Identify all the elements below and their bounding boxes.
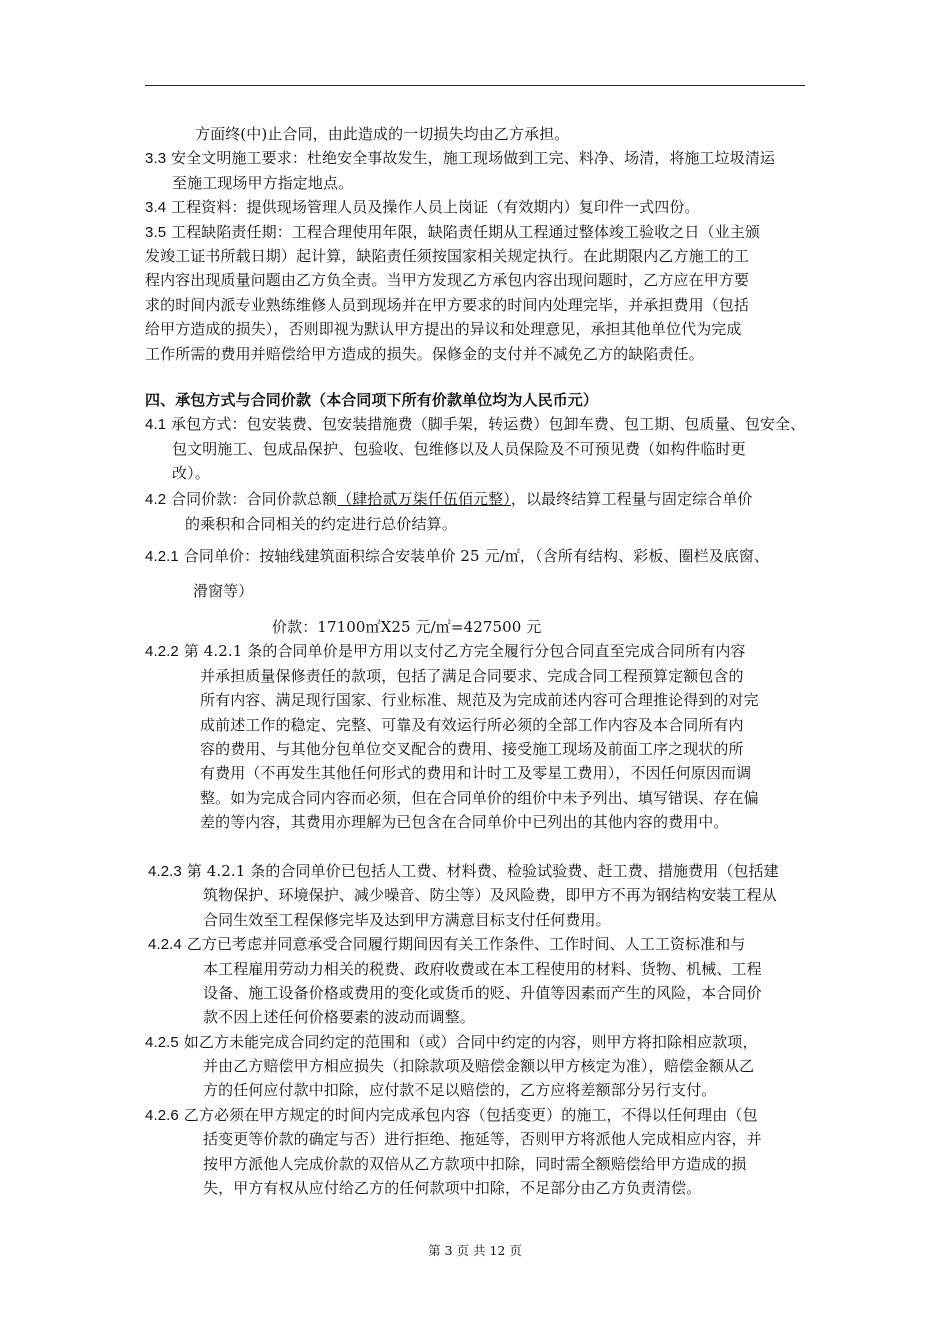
clause-4-2-2 <box>145 639 810 663</box>
clause-3-5 <box>145 220 810 244</box>
clause-number: 4.2.3 <box>148 862 182 880</box>
clause-number: 4.2.2 <box>145 643 179 661</box>
header-rule <box>145 85 805 86</box>
text-line: 本工程雇用劳动力相关的税费、政府收费或在本工程使用的材料、货物、机械、工程 <box>203 959 762 978</box>
text-line: 发竣工证书所载日期）起计算，缺陷责任须按国家相关规定执行。在此期限内乙方施工的工 <box>145 246 750 265</box>
text-line: 第 4.2.1 条的合同单价是甲方用以支付乙方完全履行分包合同直至完成合同所有内容 <box>178 642 746 661</box>
text-line: 的乘积和合同相关的约定进行总价结算。 <box>185 514 457 533</box>
clause-number: 3.3 <box>145 150 167 168</box>
text-line: 合同单价：按轴线建筑面积综合安装单价 25 元/㎡，（含所有结构、彩板、圈栏及底窗、 <box>178 547 770 566</box>
text-line: 款不因上述任何价格要素的波动而调整。 <box>203 1008 475 1027</box>
text-line: 并承担质量保修责任的款项，包括了满足合同要求、完成合同工程预算定额包含的 <box>200 666 744 685</box>
text-line: 乙方已考虑并同意承受合同履行期间因有关工作条件、工作时间、人工工资标准和与 <box>181 935 746 954</box>
document-body <box>145 122 810 1200</box>
clause-number: 3.4 <box>145 199 167 217</box>
clause-4-2-6 <box>145 1103 810 1127</box>
text-line: 承包方式：包安装费、包安装措施费（脚手架，转运费）包卸车费、包工期、包质量、包安全、 <box>166 415 806 434</box>
text-line: 工作所需的费用并赔偿给甲方造成的损失。保修金的支付并不减免乙方的缺陷责任。 <box>145 344 704 363</box>
text-line: 所有内容、满足现行国家、行业标准、规范及为完成前述内容可合理推论得到的对完 <box>200 691 759 710</box>
clause-4-2-5 <box>145 1030 810 1054</box>
price-calculation: 价款：17100㎡X25 元/㎡=427500 元 <box>272 618 542 637</box>
contract-total-amount: （肆拾贰万柒仟伍佰元整） <box>337 490 511 509</box>
clause-number: 4.2.5 <box>145 1033 179 1051</box>
text-line: 括变更等价款的确定与否）进行拒绝、拖延等，否则甲方将派他人完成相应内容，并 <box>203 1130 762 1149</box>
text-line: 按甲方派他人完成价款的双倍从乙方款项中扣除，同时需全额赔偿给甲方造成的损 <box>203 1154 747 1173</box>
text-line: 程内容出现质量问题由乙方负全责。当甲方发现乙方承包内容出现问题时，乙方应在甲方要 <box>145 271 750 290</box>
text-line: 第 4.2.1 条的合同单价已包括人工费、材料费、检验试验费、赶工费、措施费用（包括建 <box>181 861 779 880</box>
text-line: 合同价款：合同价款总额 <box>166 490 338 509</box>
clause-4-1 <box>145 412 810 436</box>
text-line: 改）。 <box>172 464 210 483</box>
clause-number: 3.5 <box>145 223 167 241</box>
text-line: 给甲方造成的损失），否则即视为默认甲方提出的异议和处理意见，承担其他单位代为完成 <box>145 320 742 339</box>
page-footer: 第 3 页 共 12 页 <box>428 1243 522 1258</box>
text-line: 整。如为完成合同内容而必须，但在合同单价的组价中未予列出、填写错误、存在偏 <box>200 788 759 807</box>
text-line: 求的时间内派专业熟练维修人员到现场并在甲方要求的时间内处理完毕，并承担费用（包括 <box>145 295 750 314</box>
text-line: 至施工现场甲方指定地点。 <box>172 173 354 192</box>
text-line: 工程资料：提供现场管理人员及操作人员上岗证（有效期内）复印件一式四份。 <box>166 198 700 217</box>
clause-3-4 <box>145 195 810 219</box>
text-line <box>145 835 810 859</box>
clause-number: 4.2.6 <box>145 1106 179 1124</box>
clause-4-2-1 <box>145 544 810 568</box>
text-line: 合同生效至工程保修完毕及达到甲方满意目标支付任何费用。 <box>203 910 611 929</box>
clause-number: 4.2 <box>145 491 167 509</box>
section-heading: 四、承包方式与合同价款（本合同项下所有价款单位均为人民币元） <box>145 390 599 409</box>
clause-4-2 <box>145 487 810 511</box>
text-line: 筑物保护、环境保护、减少噪音、防尘等）及风险费，即甲方不再为钢结构安装工程从 <box>203 886 777 905</box>
text-line: 工程缺陷责任期：工程合理使用年限，缺陷责任期从工程通过整体竣工验收之日（业主颁 <box>166 222 760 241</box>
text-line: 失，甲方有权从应付给乙方的任何款项中扣除，不足部分由乙方负责清偿。 <box>203 1179 702 1198</box>
text-line: 安全文明施工要求：杜绝安全事故发生，施工现场做到工完、料净、场清，将施工垃圾清运 <box>166 149 776 168</box>
clause-3-3 <box>145 146 810 170</box>
text-line: 乙方必须在甲方规定的时间内完成承包内容（包括变更）的施工，不得以任何理由（包 <box>178 1105 758 1124</box>
text-line: 并由乙方赔偿甲方相应损失（扣除款项及赔偿金额以甲方核定为准），赔偿金额从乙 <box>203 1057 755 1076</box>
text-line: 设备、施工设备价格或费用的变化或货币的贬、升值等因素而产生的风险，本合同价 <box>203 983 762 1002</box>
clause-number: 4.1 <box>145 416 167 434</box>
text-line: 包文明施工、包成品保护、包验收、包维修以及人员保险及不可预见费（如构件临时更 <box>172 439 746 458</box>
clause-4-2-3 <box>145 859 810 883</box>
text-line: 成前述工作的稳定、完整、可靠及有效运行所必须的全部工作内容及本合同所有内 <box>200 715 744 734</box>
text-line: ，以最终结算工程量与固定综合单价 <box>510 490 753 509</box>
text-line: 差的等内容，其费用亦理解为已包含在合同单价中已列出的其他内容的费用中。 <box>200 813 729 832</box>
clause-number: 4.2.4 <box>148 936 182 954</box>
clause-4-2-4 <box>145 932 810 956</box>
text-line: 如乙方未能完成合同约定的范围和（或）合同中约定的内容，则甲方将扣除相应款项， <box>178 1032 758 1051</box>
text-line: 方的任何应付款中扣除，应付款不足以赔偿的，乙方应将差额部分另行支付。 <box>203 1081 717 1100</box>
clause-number: 4.2.1 <box>145 548 179 566</box>
text-line: 方面终(中)止合同，由此造成的一切损失均由乙方承担。 <box>195 125 570 143</box>
text-line: 滑窗等） <box>193 581 254 600</box>
text-line: 有费用（不再发生其他任何形式的费用和计时工及零星工费用），不因任何原因而调 <box>200 764 752 783</box>
text-line: 容的费用、与其他分包单位交叉配合的费用、接受施工现场及前面工序之现状的所 <box>200 739 744 758</box>
